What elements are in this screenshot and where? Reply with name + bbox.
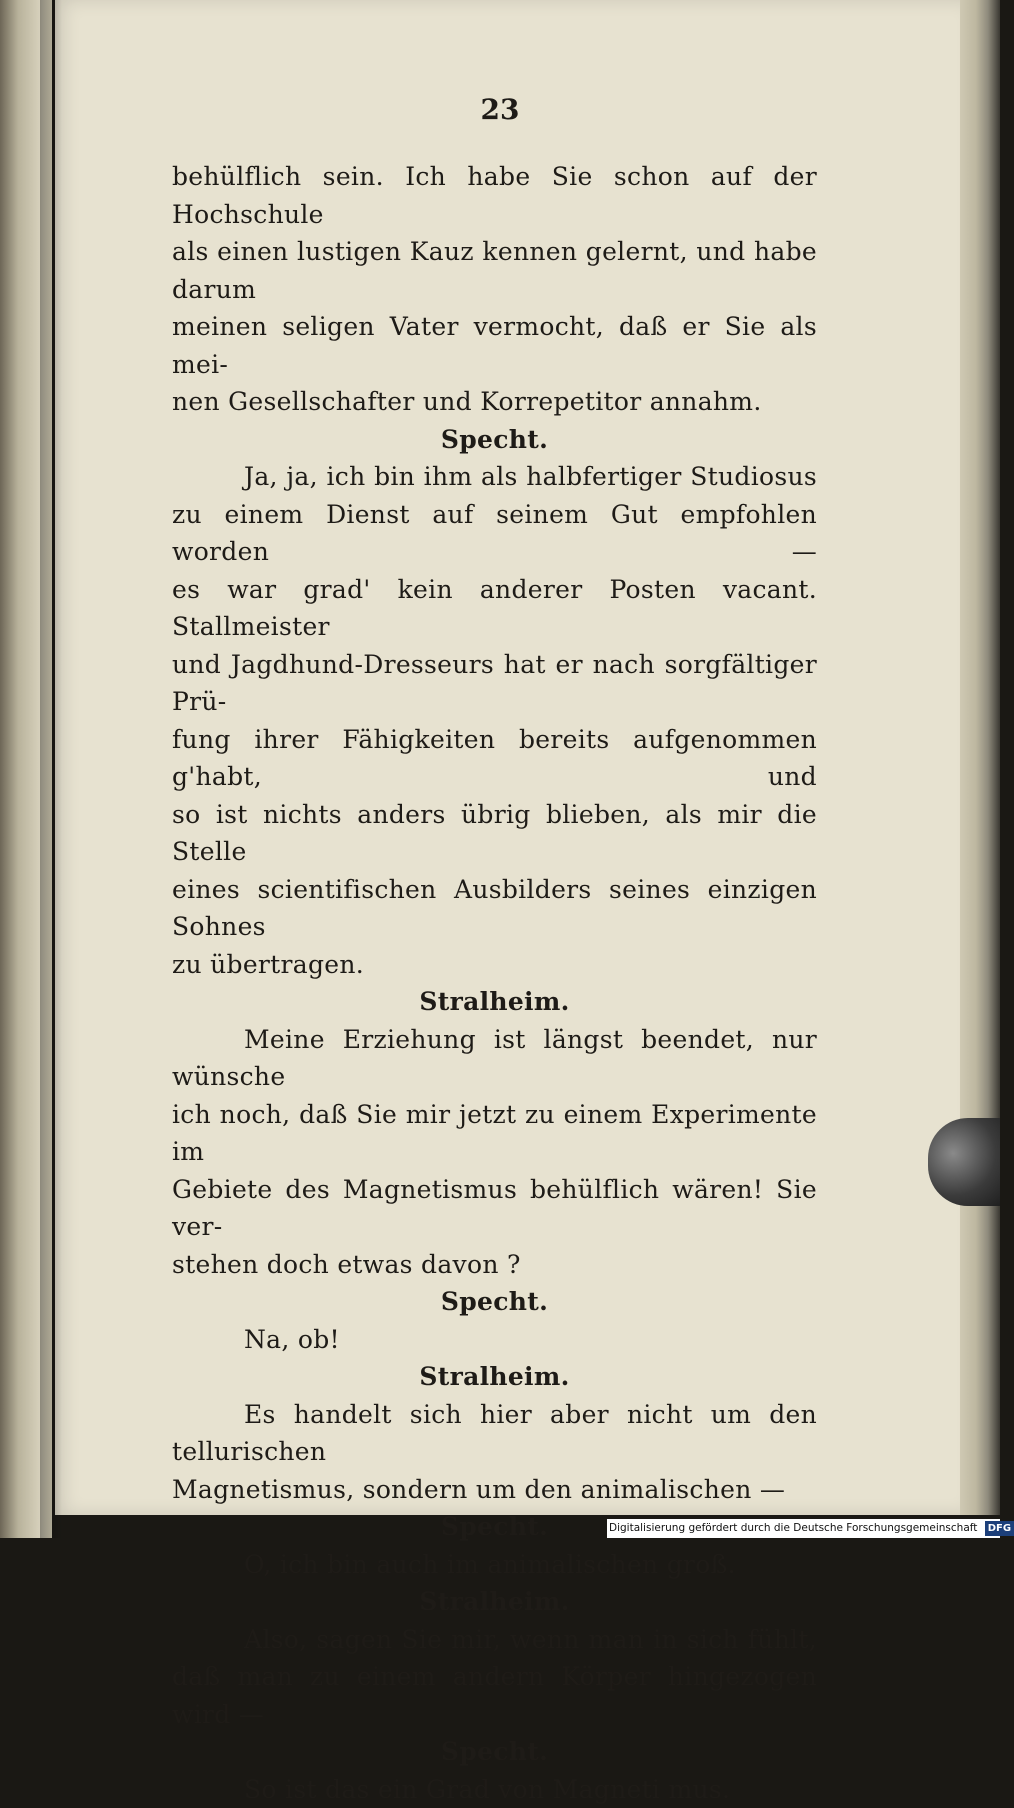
dialogue-line: Es handelt sich hier aber nicht um den tellurischen bbox=[172, 1396, 817, 1471]
dialogue-line: und Jagdhund-Dresseurs hat er nach sorgfältiger Prü- bbox=[172, 646, 817, 721]
text-line: nen Gesellschafter und Korrepetitor annahm. bbox=[172, 383, 817, 421]
dialogue-line: daß man zu einem andern Körper hingezogen wird — bbox=[172, 1658, 817, 1733]
dialogue-line: Na, ob! bbox=[172, 1321, 817, 1359]
text-line: behülflich sein. Ich habe Sie schon auf der Hochschule bbox=[172, 158, 817, 233]
dialogue-line: So ist das ein Grad von Magneti mus. bbox=[172, 1771, 817, 1808]
dialogue-line: es war grad' kein anderer Posten vacant. Stallmeister bbox=[172, 571, 817, 646]
speaker-name: Stralheim. bbox=[172, 1358, 817, 1396]
speaker-name: Specht. bbox=[172, 1733, 817, 1771]
dialogue-line: Gebiete des Magnetismus behülflich wären! Sie ver- bbox=[172, 1171, 817, 1246]
page-stack-edge bbox=[960, 0, 1000, 1515]
dialogue-line: fung ihrer Fähigkeiten bereits aufgenommen g'habt, und bbox=[172, 721, 817, 796]
page-clip-tab bbox=[928, 1118, 1000, 1206]
dialogue-line: Magnetismus, sondern um den animalischen — bbox=[172, 1471, 817, 1509]
dialogue-line: ich noch, daß Sie mir jetzt zu einem Experimente im bbox=[172, 1096, 817, 1171]
dialogue-line: eines scientifischen Ausbilders seines einzigen Sohnes bbox=[172, 871, 817, 946]
credit-text: Digitalisierung gefördert durch die Deutsche Forschungsgemeinschaft bbox=[607, 1522, 977, 1534]
speaker-name: Stralheim. bbox=[172, 1583, 817, 1621]
dialogue-line: stehen doch etwas davon ? bbox=[172, 1246, 817, 1284]
dialogue-line: zu einem Dienst auf seinem Gut empfohlen worden — bbox=[172, 496, 817, 571]
page-body bbox=[172, 158, 817, 1808]
book-gutter bbox=[40, 0, 62, 1538]
page-number: 23 bbox=[0, 93, 1000, 126]
text-line: als einen lustigen Kauz kennen gelernt, und habe darum bbox=[172, 233, 817, 308]
dfg-logo: DFG bbox=[985, 1521, 1014, 1536]
dialogue-line: Meine Erziehung ist längst beendet, nur wünsche bbox=[172, 1021, 817, 1096]
dialogue-line: zu übertragen. bbox=[172, 946, 817, 984]
text-line: meinen seligen Vater vermocht, daß er Sie als mei- bbox=[172, 308, 817, 383]
dialogue-line: so ist nichts anders übrig blieben, als mir die Stelle bbox=[172, 796, 817, 871]
dialogue-line: O, ich bin auch im animalischen groß. bbox=[172, 1546, 817, 1584]
dialogue-line: Ja, ja, ich bin ihm als halbfertiger Studiosus bbox=[172, 458, 817, 496]
digitization-credit bbox=[607, 1519, 1000, 1538]
speaker-name: Specht. bbox=[172, 1283, 817, 1321]
speaker-name: Specht. bbox=[172, 421, 817, 459]
speaker-name: Stralheim. bbox=[172, 983, 817, 1021]
dialogue-line: Also, sagen Sie mir, wenn man in sich fühlt, bbox=[172, 1621, 817, 1659]
speaker-name: Specht. bbox=[172, 1508, 817, 1546]
